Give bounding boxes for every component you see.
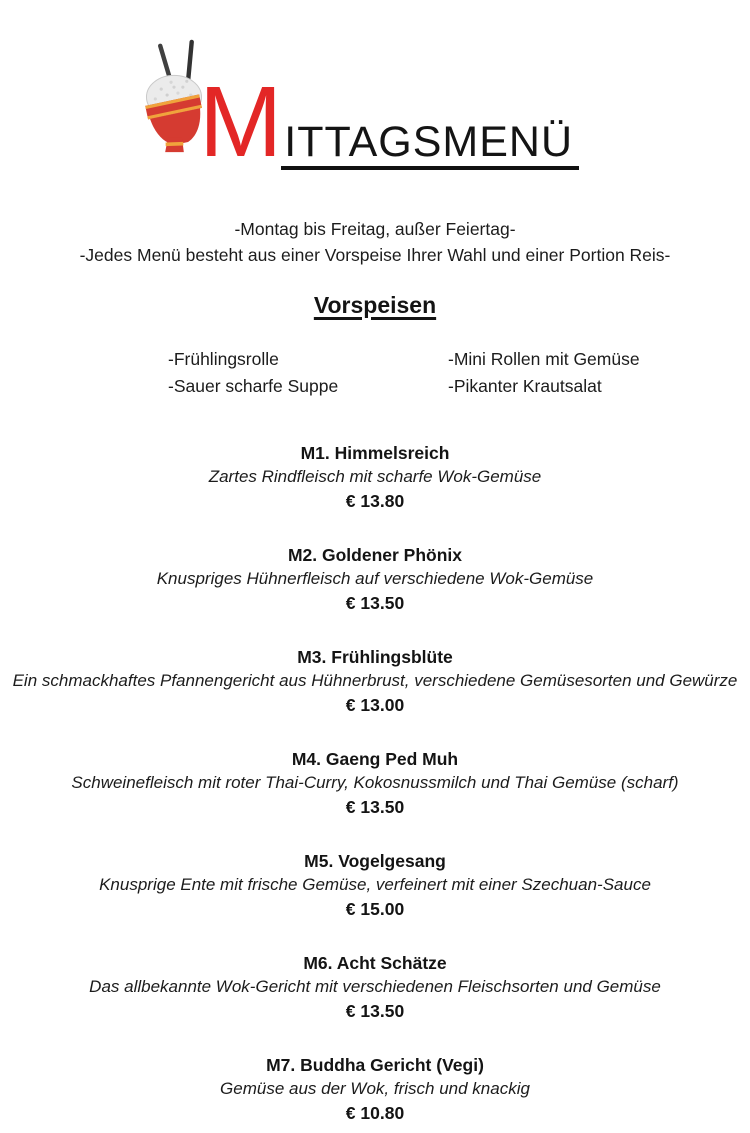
starter-item: -Mini Rollen mit Gemüse bbox=[448, 349, 640, 369]
menu-item-price: € 13.00 bbox=[345, 695, 405, 715]
intro-line-1: -Montag bis Freitag, außer Feiertag- bbox=[234, 219, 516, 239]
menu-item-price: € 13.50 bbox=[345, 1001, 405, 1021]
page-title: ITTAGSMENÜ bbox=[281, 121, 579, 170]
menu-item bbox=[8, 1053, 742, 1125]
menu-item-price: € 15.00 bbox=[345, 899, 405, 919]
menu-item-description: Schweinefleisch mit roter Thai-Curry, Kokosnussmilch und Thai Gemüse (scharf) bbox=[71, 773, 679, 792]
starter-item: -Sauer scharfe Suppe bbox=[168, 375, 339, 396]
menu-item-name: M3. Frühlingsblüte bbox=[297, 647, 453, 667]
menu-item bbox=[8, 543, 742, 615]
menu-item-price: € 13.50 bbox=[345, 593, 405, 613]
starters-list bbox=[0, 346, 750, 399]
menu-item-description: Knuspriges Hühnerfleisch auf verschiedene Wok-Gemüse bbox=[156, 569, 594, 588]
starters-column-right bbox=[448, 346, 640, 399]
menu-item bbox=[8, 645, 742, 717]
menu-list bbox=[0, 441, 750, 1125]
menu-item-description: Zartes Rindfleisch mit scharfe Wok-Gemüse bbox=[208, 467, 542, 486]
menu-item-price: € 13.50 bbox=[345, 797, 405, 817]
menu-item-description: Das allbekannte Wok-Gericht mit verschiedenen Fleischsorten und Gemüse bbox=[89, 977, 661, 996]
menu-item-name: M7. Buddha Gericht (Vegi) bbox=[266, 1055, 484, 1075]
bowl-foot bbox=[165, 137, 184, 152]
rice-bowl-icon bbox=[143, 38, 205, 156]
menu-item-description: Knusprige Ente mit frische Gemüse, verfeinert mit einer Szechuan-Sauce bbox=[99, 875, 651, 894]
menu-item bbox=[8, 441, 742, 513]
menu-item bbox=[8, 747, 742, 819]
logo-big-letter: M bbox=[198, 66, 282, 178]
logo bbox=[0, 38, 736, 178]
menu-item bbox=[8, 951, 742, 1023]
menu-item-description: Gemüse aus der Wok, frisch und knackig bbox=[220, 1079, 530, 1098]
intro-note bbox=[0, 216, 750, 268]
menu-item bbox=[8, 849, 742, 921]
menu-item-name: M5. Vogelgesang bbox=[304, 851, 446, 871]
menu-item-price: € 10.80 bbox=[345, 1103, 405, 1123]
starters-column-left bbox=[168, 346, 448, 399]
starter-item: -Frühlingsrolle bbox=[168, 349, 279, 369]
menu-item-price: € 13.80 bbox=[345, 491, 405, 511]
menu-item-name: M2. Goldener Phönix bbox=[287, 545, 463, 565]
starters-heading: Vorspeisen bbox=[313, 292, 437, 318]
menu-item-name: M4. Gaeng Ped Muh bbox=[291, 749, 459, 769]
menu-item-name: M6. Acht Schätze bbox=[303, 953, 447, 973]
starter-item: -Pikanter Krautsalat bbox=[448, 375, 602, 396]
intro-line-2: -Jedes Menü besteht aus einer Vorspeise Ihrer Wahl und einer Portion Reis- bbox=[79, 245, 671, 265]
menu-item-name: M1. Himmelsreich bbox=[300, 443, 450, 463]
menu-item-description: Ein schmackhaftes Pfannengericht aus Hühnerbrust, verschiedene Gemüsesorten und Gewürze bbox=[12, 671, 738, 690]
